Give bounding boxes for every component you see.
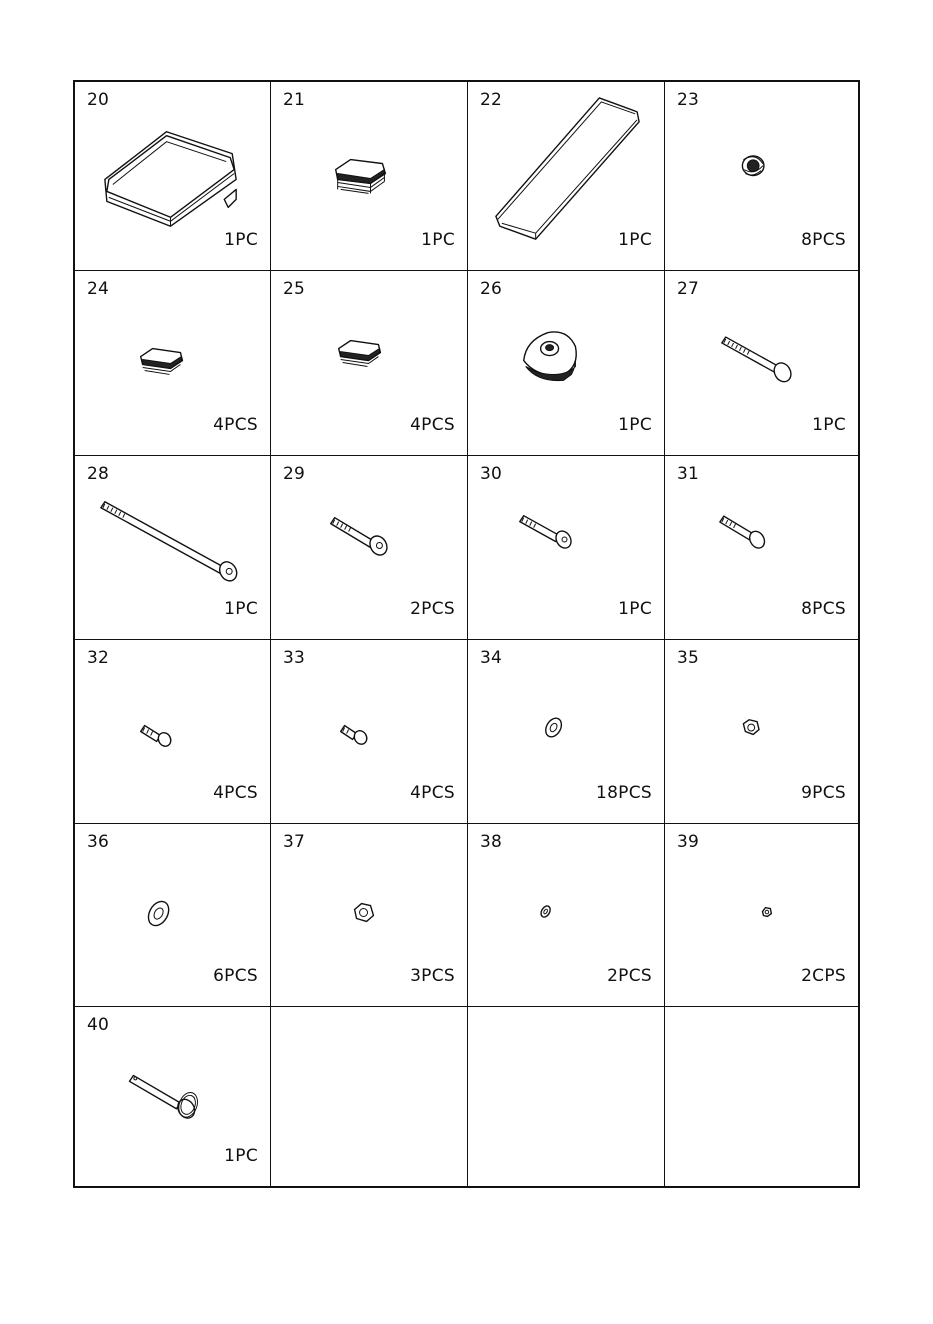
part-cell-28 [75, 456, 271, 640]
part-cell-20 [75, 82, 271, 271]
part-quantity: 1PC [618, 599, 652, 619]
part-cell-24 [75, 271, 271, 456]
part-number: 30 [480, 464, 503, 484]
part-number: 26 [480, 279, 503, 299]
part-quantity: 4PCS [213, 415, 258, 435]
part-number: 37 [283, 832, 306, 852]
empty-cell [468, 1007, 665, 1186]
part-quantity: 2PCS [607, 966, 652, 986]
part-cell-33 [271, 640, 468, 824]
part-number: 29 [283, 464, 306, 484]
part-quantity: 1PC [224, 230, 258, 250]
empty-cell [271, 1007, 468, 1186]
part-quantity: 4PCS [213, 783, 258, 803]
part-quantity: 1PC [224, 599, 258, 619]
part-cell-22 [468, 82, 665, 271]
part-number: 39 [677, 832, 700, 852]
part-number: 32 [87, 648, 110, 668]
part-number: 28 [87, 464, 110, 484]
part-number: 23 [677, 90, 700, 110]
part-number: 22 [480, 90, 503, 110]
part-cell-31 [665, 456, 858, 640]
part-quantity: 3PCS [410, 966, 455, 986]
part-cell-36 [75, 824, 271, 1007]
part-number: 40 [87, 1015, 110, 1035]
part-quantity: 9PCS [801, 783, 846, 803]
part-cell-21 [271, 82, 468, 271]
part-cell-37 [271, 824, 468, 1007]
part-cell-35 [665, 640, 858, 824]
part-number: 31 [677, 464, 700, 484]
part-quantity: 1PC [618, 230, 652, 250]
part-number: 33 [283, 648, 306, 668]
part-quantity: 8PCS [801, 599, 846, 619]
part-cell-27 [665, 271, 858, 456]
part-number: 34 [480, 648, 503, 668]
part-quantity: 8PCS [801, 230, 846, 250]
part-number: 21 [283, 90, 306, 110]
empty-cell [665, 1007, 858, 1186]
part-quantity: 1PC [421, 230, 455, 250]
part-quantity: 2PCS [410, 599, 455, 619]
part-quantity: 6PCS [213, 966, 258, 986]
part-number: 24 [87, 279, 110, 299]
part-cell-26 [468, 271, 665, 456]
part-cell-38 [468, 824, 665, 1007]
part-cell-25 [271, 271, 468, 456]
part-quantity: 1PC [618, 415, 652, 435]
part-cell-34 [468, 640, 665, 824]
part-quantity: 18PCS [595, 783, 652, 803]
part-cell-40 [75, 1007, 271, 1186]
part-quantity: 1PC [812, 415, 846, 435]
parts-grid [73, 80, 860, 1188]
part-cell-32 [75, 640, 271, 824]
part-cell-30 [468, 456, 665, 640]
part-number: 38 [480, 832, 503, 852]
part-quantity: 1PC [224, 1146, 258, 1166]
part-cell-23 [665, 82, 858, 271]
part-number: 27 [677, 279, 700, 299]
part-number: 36 [87, 832, 110, 852]
part-quantity: 4PCS [410, 415, 455, 435]
part-quantity: 4PCS [410, 783, 455, 803]
part-number: 35 [677, 648, 700, 668]
part-cell-29 [271, 456, 468, 640]
part-quantity: 2CPS [801, 966, 846, 986]
part-cell-39 [665, 824, 858, 1007]
part-number: 20 [87, 90, 110, 110]
part-number: 25 [283, 279, 306, 299]
